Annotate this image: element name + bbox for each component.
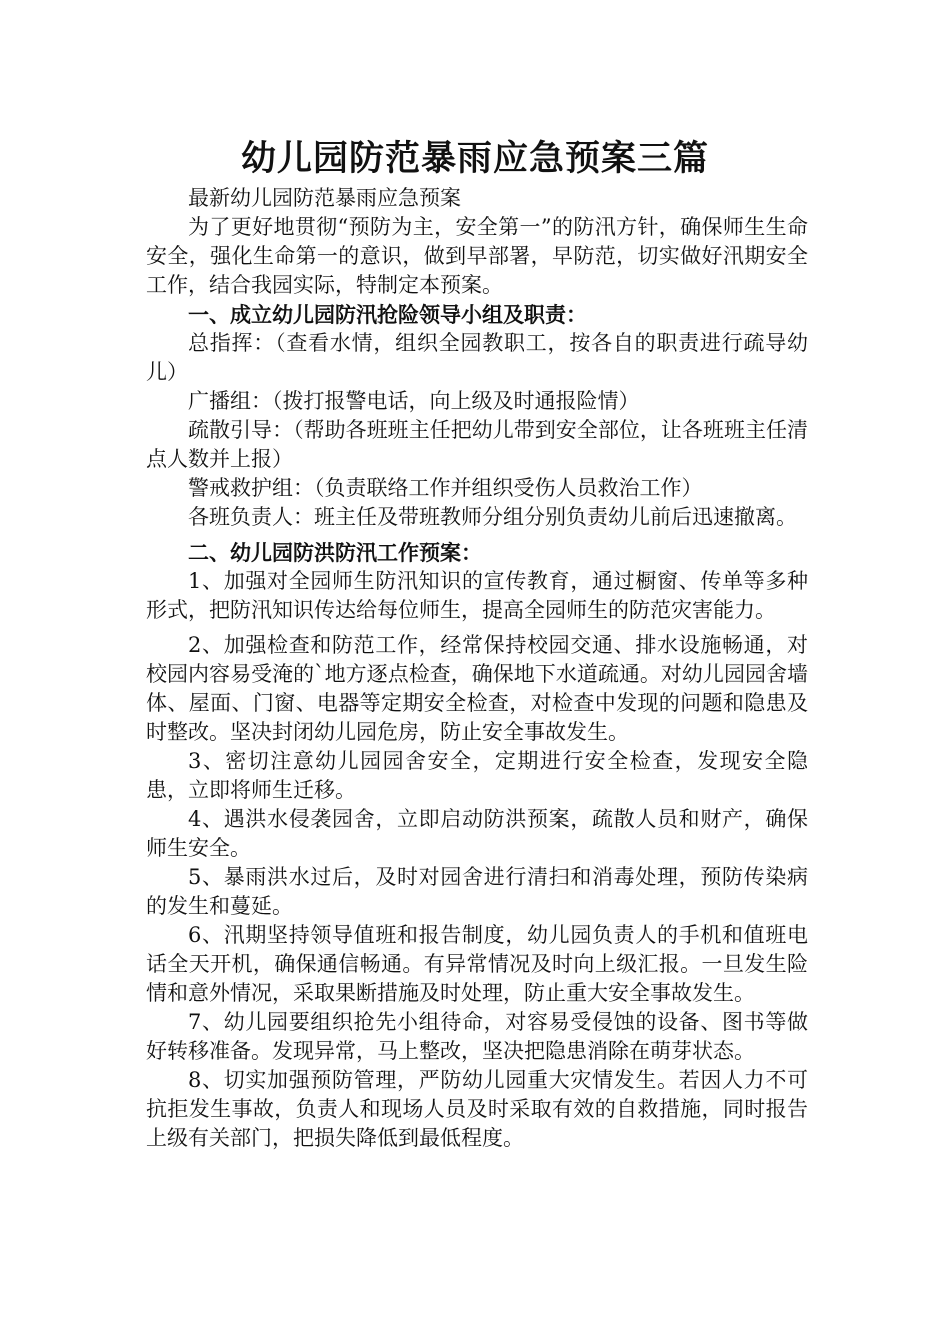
subtitle-paragraph: 最新幼儿园防范暴雨应急预案 [188,186,461,210]
plan-item-2: 2、加强检查和防范工作，经常保持校园交通、排水设施畅通，对校园内容易受淹的`地方逐点检查，确保地下水道疏通。对幼儿园园舍墙体、屋面、门窗、电器等定期安全检查，对检查中发现的问题和隐患及时整改。坚决封闭幼儿园危房，防止安全事故发生。 [146,633,808,744]
plan-item-7: 7、幼儿园要组织抢先小组待命，对容易受侵蚀的设备、图书等做好转移准备。发现异常，马上整改，坚决把隐患消除在萌芽状态。 [146,1010,808,1063]
plan-item-4: 4、遇洪水侵袭园舍，立即启动防洪预案，疏散人员和财产，确保师生安全。 [146,807,808,860]
plan-item-5: 5、暴雨洪水过后，及时对园舍进行清扫和消毒处理，预防传染病的发生和蔓延。 [146,865,808,918]
document-title: 幼儿园防范暴雨应急预案三篇 [240,139,709,179]
document-body [146,184,808,1153]
role-class-leader-paragraph: 各班负责人：班主任及带班教师分组分别负责幼儿前后迅速撤离。 [188,505,797,529]
intro-paragraph: 为了更好地贯彻“预防为主，安全第一”的防汛方针，确保师生生命安全，强化生命第一的意识，做到早部署，早防范，切实做好汛期安全工作，结合我园实际，特制定本预案。 [146,215,808,297]
plan-item-1: 1、加强对全园师生防汛知识的宣传教育，通过橱窗、传单等多种形式，把防汛知识传达给每位师生，提高全园师生的防范灾害能力。 [146,569,808,622]
plan-item-3: 3、密切注意幼儿园园舍安全，定期进行安全检查，发现安全隐患，立即将师生迁移。 [146,749,808,802]
section-heading-2: 二、幼儿园防洪防汛工作预案： [188,540,482,565]
role-broadcast-paragraph: 广播组：（拨打报警电话，向上级及时通报险情） [188,389,640,413]
section-heading-1: 一、成立幼儿园防汛抢险领导小组及职责： [188,302,587,327]
role-rescue-paragraph: 警戒救护组：（负责联络工作并组织受伤人员救治工作） [188,476,703,500]
role-evacuation-paragraph: 疏散引导：（帮助各班班主任把幼儿带到安全部位，让各班班主任清点人数并上报） [146,418,808,471]
plan-item-8: 8、切实加强预防管理，严防幼儿园重大灾情发生。若因人力不可抗拒发生事故，负责人和现场人员及时采取有效的自救措施，同时报告上级有关部门，把损失降低到最低程度。 [146,1068,808,1150]
role-commander-paragraph: 总指挥：（查看水情，组织全园教职工，按各自的职责进行疏导幼儿） [146,331,808,384]
plan-item-6: 6、汛期坚持领导值班和报告制度，幼儿园负责人的手机和值班电话全天开机，确保通信畅通。有异常情况及时向上级汇报。一旦发生险情和意外情况，采取果断措施及时处理，防止重大安全事故发生。 [146,923,808,1005]
